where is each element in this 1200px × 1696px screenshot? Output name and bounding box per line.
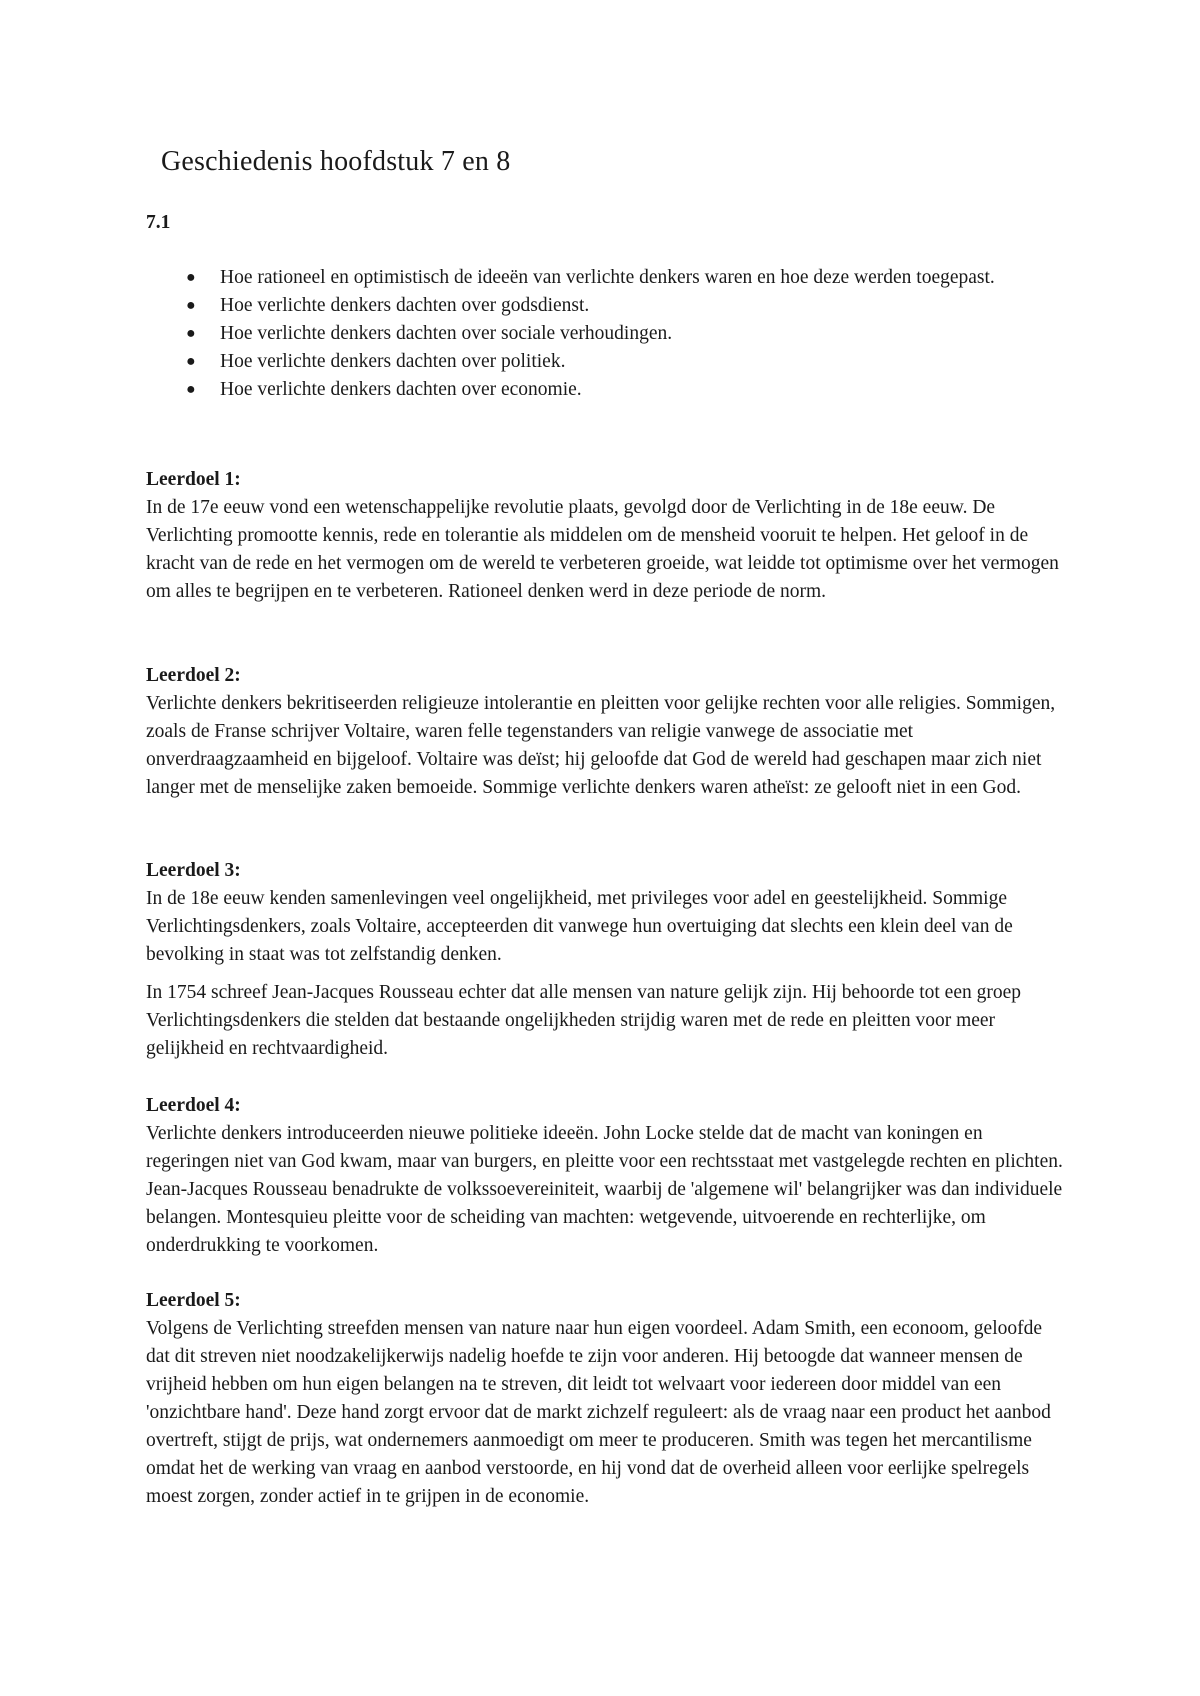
- objective-item: [146, 264, 1066, 292]
- objective-text: Hoe rationeel en optimistisch de ideeën van verlichte denkers waren en hoe deze werden toegepast.: [220, 267, 995, 288]
- objective-item: [146, 320, 1066, 348]
- leerdoel-2-section: [146, 662, 1066, 802]
- leerdoel-4-text: Verlichte denkers introduceerden nieuwe politieke ideeën. John Locke stelde dat de macht van koningen en regeringen niet van God kwam, maar van burgers, en pleitte voor een rechtsstaat met vastgelegde rechten en plichten. Jean-Jacques Rousseau benadrukte de volkssoevereiniteit, waarbij de 'algemene wil' belangrijker was dan individuele belangen. Montesquieu pleitte voor de scheiding van machten: wetgevende, uitvoerende en rechterlijke, om onderdrukking te voorkomen.: [146, 1123, 1063, 1256]
- leerdoel-1-heading: Leerdoel 1:: [146, 469, 241, 490]
- objective-text: Hoe verlichte denkers dachten over politiek.: [220, 351, 566, 372]
- objective-item: [146, 376, 1066, 404]
- bullet-icon: ●: [186, 325, 196, 342]
- objective-text: Hoe verlichte denkers dachten over godsdienst.: [220, 295, 590, 316]
- leerdoel-5-heading: Leerdoel 5:: [146, 1290, 241, 1311]
- leerdoel-1-section: [146, 466, 1066, 606]
- leerdoel-4-section: [146, 1092, 1066, 1260]
- leerdoel-1-text: In de 17e eeuw vond een wetenschappelijke revolutie plaats, gevolgd door de Verlichting in de 18e eeuw. De Verlichting promootte kennis, rede en tolerantie als middelen om de mensheid vooruit te helpen. Het geloof in de kracht van de rede en het vermogen om de wereld te verbeteren groeide, wat leidde tot optimisme over het vermogen om alles te begrijpen en te verbeteren. Rationeel denken werd in deze periode de norm.: [146, 497, 1059, 602]
- leerdoel-3-heading: Leerdoel 3:: [146, 860, 241, 881]
- objective-item: [146, 348, 1066, 376]
- leerdoel-3-section: [146, 857, 1066, 1063]
- leerdoel-5-text: Volgens de Verlichting streefden mensen van nature naar hun eigen voordeel. Adam Smith, een econoom, geloofde dat dit streven niet noodzakelijkerwijs nadelig hoefde te zijn voor anderen. Hij betoogde dat wanneer mensen de vrijheid hebben om hun eigen belangen na te streven, dit leidt tot welvaart voor iedereen door middel van een 'onzichtbare hand'. Deze hand zorgt ervoor dat de markt zichzelf reguleert: als de vraag naar een product het aanbod overtreft, stijgt de prijs, wat ondernemers aanmoedigt om meer te produceren. Smith was tegen het mercantilisme omdat het de werking van vraag en aanbod verstoorde, en hij vond dat de overheid alleen voor eerlijke spelregels moest zorgen, zonder actief in te grijpen in de economie.: [146, 1318, 1051, 1507]
- document-title: Geschiedenis hoofdstuk 7 en 8: [161, 146, 511, 177]
- section-heading: 7.1: [146, 212, 171, 233]
- leerdoel-3-text: In 1754 schreef Jean-Jacques Rousseau echter dat alle mensen van nature gelijk zijn. Hij behoorde tot een groep Verlichtingsdenkers die stelden dat bestaande ongelijkheden strijdig waren met de rede en pleitten voor meer gelijkheid en rechtvaardigheid.: [146, 982, 1022, 1059]
- objective-item: [146, 292, 1066, 320]
- bullet-icon: ●: [186, 297, 196, 314]
- leerdoel-3-text: In de 18e eeuw kenden samenlevingen veel ongelijkheid, met privileges voor adel en geestelijkheid. Sommige Verlichtingsdenkers, zoals Voltaire, accepteerden dit vanwege hun overtuiging dat slechts een klein deel van de bevolking in staat was tot zelfstandig denken.: [146, 888, 1013, 965]
- bullet-icon: ●: [186, 381, 196, 398]
- leerdoel-2-text: Verlichte denkers bekritiseerden religieuze intolerantie en pleitten voor gelijke rechten voor alle religies. Sommigen, zoals de Franse schrijver Voltaire, waren felle tegenstanders van religie vanwege de associatie met onverdraagzaamheid en bijgeloof. Voltaire was deïst; hij geloofde dat God de wereld had geschapen maar zich niet langer met de menselijke zaken bemoeide. Sommige verlichte denkers waren atheïst: ze gelooft niet in een God.: [146, 693, 1056, 798]
- objectives-list: [146, 264, 1066, 404]
- leerdoel-2-heading: Leerdoel 2:: [146, 665, 241, 686]
- objective-text: Hoe verlichte denkers dachten over sociale verhoudingen.: [220, 323, 673, 344]
- bullet-icon: ●: [186, 269, 196, 286]
- bullet-icon: ●: [186, 353, 196, 370]
- leerdoel-5-section: [146, 1287, 1066, 1511]
- leerdoel-4-heading: Leerdoel 4:: [146, 1095, 241, 1116]
- objective-text: Hoe verlichte denkers dachten over economie.: [220, 379, 582, 400]
